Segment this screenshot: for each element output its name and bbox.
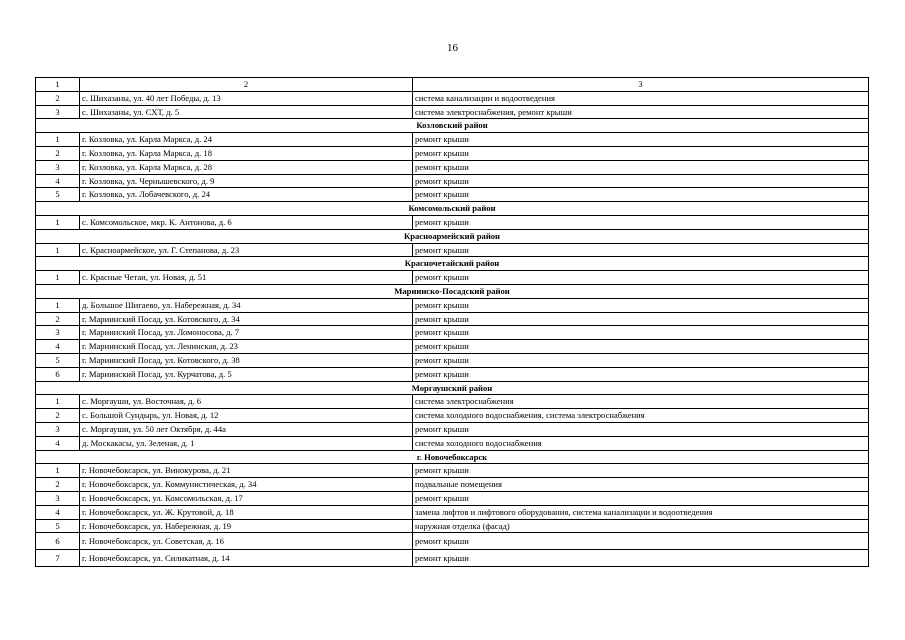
- row-number: 3: [36, 422, 80, 436]
- table-row: [36, 243, 869, 257]
- district-heading: Моргаушский район: [36, 381, 869, 395]
- row-work-type: ремонт крыши: [413, 146, 869, 160]
- row-address: г. Новочебоксарск, ул. Советская, д. 16: [80, 533, 413, 550]
- table-row: [36, 409, 869, 423]
- table-row: [36, 326, 869, 340]
- row-number: 2: [36, 146, 80, 160]
- row-work-type: система холодного водоснабжения, система электроснабжения: [413, 409, 869, 423]
- row-address: г. Козловка, ул. Карла Маркса, д. 28: [80, 160, 413, 174]
- district-heading: Красночетайский район: [36, 257, 869, 271]
- table-row: [36, 215, 869, 229]
- row-address: д. Москакасы, ул. Зеленая, д. 1: [80, 436, 413, 450]
- row-address: г. Козловка, ул. Карла Маркса, д. 18: [80, 146, 413, 160]
- row-work-type: ремонт крыши: [413, 215, 869, 229]
- table-row: [36, 312, 869, 326]
- district-heading: г. Новочебоксарск: [36, 450, 869, 464]
- row-address: г. Мариинский Посад, ул. Ломоносова, д. 7: [80, 326, 413, 340]
- row-number: 6: [36, 533, 80, 550]
- table-row: [36, 146, 869, 160]
- row-number: 1: [36, 298, 80, 312]
- row-work-type: ремонт крыши: [413, 367, 869, 381]
- table-row: [36, 395, 869, 409]
- table-row: [36, 422, 869, 436]
- district-row: [36, 257, 869, 271]
- row-work-type: ремонт крыши: [413, 326, 869, 340]
- row-address: г. Мариинский Посад, ул. Курчатова, д. 5: [80, 367, 413, 381]
- row-address: г. Новочебоксарск, ул. Винокурова, д. 21: [80, 464, 413, 478]
- row-number: 4: [36, 505, 80, 519]
- row-number: 4: [36, 174, 80, 188]
- district-heading: Красноармейский район: [36, 229, 869, 243]
- row-address: с. Шихазаны, ул. СХТ, д. 5: [80, 105, 413, 119]
- row-address: г. Новочебоксарск, ул. Силикатная, д. 14: [80, 550, 413, 567]
- table-row: [36, 533, 869, 550]
- row-number: 3: [36, 491, 80, 505]
- table-row: [36, 160, 869, 174]
- row-address: с. Большой Сундырь, ул. Новая, д. 12: [80, 409, 413, 423]
- row-work-type: система холодного водоснабжения: [413, 436, 869, 450]
- column-header-number: 1: [36, 78, 80, 92]
- row-work-type: ремонт крыши: [413, 188, 869, 202]
- row-work-type: подвальные помещения: [413, 478, 869, 492]
- table-header-row: [36, 78, 869, 92]
- row-work-type: наружная отделка (фасад): [413, 519, 869, 533]
- row-work-type: система электроснабжения: [413, 395, 869, 409]
- row-number: 4: [36, 340, 80, 354]
- district-row: [36, 450, 869, 464]
- row-number: 5: [36, 519, 80, 533]
- row-address: г. Новочебоксарск, ул. Комсомольская, д. 17: [80, 491, 413, 505]
- repair-table: [35, 77, 869, 567]
- district-row: [36, 381, 869, 395]
- row-address: г. Новочебоксарск, ул. Набережная, д. 19: [80, 519, 413, 533]
- row-work-type: ремонт крыши: [413, 533, 869, 550]
- row-work-type: ремонт крыши: [413, 174, 869, 188]
- table-row: [36, 491, 869, 505]
- row-number: 2: [36, 409, 80, 423]
- district-row: [36, 284, 869, 298]
- row-number: 3: [36, 105, 80, 119]
- row-number: 6: [36, 367, 80, 381]
- page-number: 16: [447, 42, 458, 54]
- table-row: [36, 133, 869, 147]
- row-work-type: замена лифтов и лифтового оборудования, система канализации и водоотведения: [413, 505, 869, 519]
- row-number: 1: [36, 271, 80, 285]
- district-heading: Козловский район: [36, 119, 869, 133]
- table-row: [36, 188, 869, 202]
- row-work-type: ремонт крыши: [413, 422, 869, 436]
- row-address: с. Красноармейское, ул. Г. Степанова, д. 23: [80, 243, 413, 257]
- row-number: 1: [36, 215, 80, 229]
- table-body: [36, 78, 869, 567]
- table-row: [36, 271, 869, 285]
- table-row: [36, 464, 869, 478]
- row-number: 2: [36, 312, 80, 326]
- district-row: [36, 202, 869, 216]
- row-work-type: ремонт крыши: [413, 133, 869, 147]
- row-number: 1: [36, 464, 80, 478]
- row-address: г. Мариинский Посад, ул. Ленинская, д. 23: [80, 340, 413, 354]
- table-row: [36, 174, 869, 188]
- row-number: 1: [36, 133, 80, 147]
- table-row: [36, 353, 869, 367]
- table-row: [36, 340, 869, 354]
- row-address: г. Новочебоксарск, ул. Коммунистическая, д. 34: [80, 478, 413, 492]
- row-work-type: ремонт крыши: [413, 271, 869, 285]
- row-work-type: ремонт крыши: [413, 298, 869, 312]
- row-address: г. Козловка, ул. Карла Маркса, д. 24: [80, 133, 413, 147]
- table-row: [36, 550, 869, 567]
- row-address: с. Шихазаны, ул. 40 лет Победы, д. 13: [80, 91, 413, 105]
- district-row: [36, 229, 869, 243]
- row-number: 3: [36, 326, 80, 340]
- district-row: [36, 119, 869, 133]
- row-address: г. Новочебоксарск, ул. Ж. Крутовой, д. 18: [80, 505, 413, 519]
- row-work-type: ремонт крыши: [413, 160, 869, 174]
- row-address: с. Комсомольское, мкр. К. Антонова, д. 6: [80, 215, 413, 229]
- table-row: [36, 105, 869, 119]
- row-number: 2: [36, 478, 80, 492]
- table-row: [36, 478, 869, 492]
- row-address: д. Большое Шигаево, ул. Набережная, д. 34: [80, 298, 413, 312]
- table-row: [36, 298, 869, 312]
- table-row: [36, 436, 869, 450]
- row-work-type: ремонт крыши: [413, 312, 869, 326]
- row-number: 7: [36, 550, 80, 567]
- row-address: с. Красные Четаи, ул. Новая, д. 51: [80, 271, 413, 285]
- row-number: 5: [36, 353, 80, 367]
- row-number: 1: [36, 243, 80, 257]
- district-heading: Комсомольский район: [36, 202, 869, 216]
- row-number: 4: [36, 436, 80, 450]
- row-work-type: система электроснабжения, ремонт крыши: [413, 105, 869, 119]
- row-work-type: система канализации и водоотведения: [413, 91, 869, 105]
- row-work-type: ремонт крыши: [413, 491, 869, 505]
- row-number: 3: [36, 160, 80, 174]
- row-work-type: ремонт крыши: [413, 550, 869, 567]
- row-address: г. Мариинский Посад, ул. Котовского, д. 38: [80, 353, 413, 367]
- column-header-work: 3: [413, 78, 869, 92]
- row-work-type: ремонт крыши: [413, 243, 869, 257]
- row-work-type: ремонт крыши: [413, 353, 869, 367]
- district-heading: Мариинско-Посадский район: [36, 284, 869, 298]
- table-row: [36, 519, 869, 533]
- row-number: 2: [36, 91, 80, 105]
- row-address: с. Моргауши, ул. 50 лет Октября, д. 44а: [80, 422, 413, 436]
- table-row: [36, 91, 869, 105]
- row-number: 1: [36, 395, 80, 409]
- row-work-type: ремонт крыши: [413, 340, 869, 354]
- row-address: с. Моргауши, ул. Восточная, д. 6: [80, 395, 413, 409]
- row-address: г. Козловка, ул. Лобачевского, д. 24: [80, 188, 413, 202]
- row-number: 5: [36, 188, 80, 202]
- row-address: г. Мариинский Посад, ул. Котовского, д. 34: [80, 312, 413, 326]
- table-row: [36, 505, 869, 519]
- row-work-type: ремонт крыши: [413, 464, 869, 478]
- column-header-address: 2: [80, 78, 413, 92]
- table-row: [36, 367, 869, 381]
- row-address: г. Козловка, ул. Чернышевского, д. 9: [80, 174, 413, 188]
